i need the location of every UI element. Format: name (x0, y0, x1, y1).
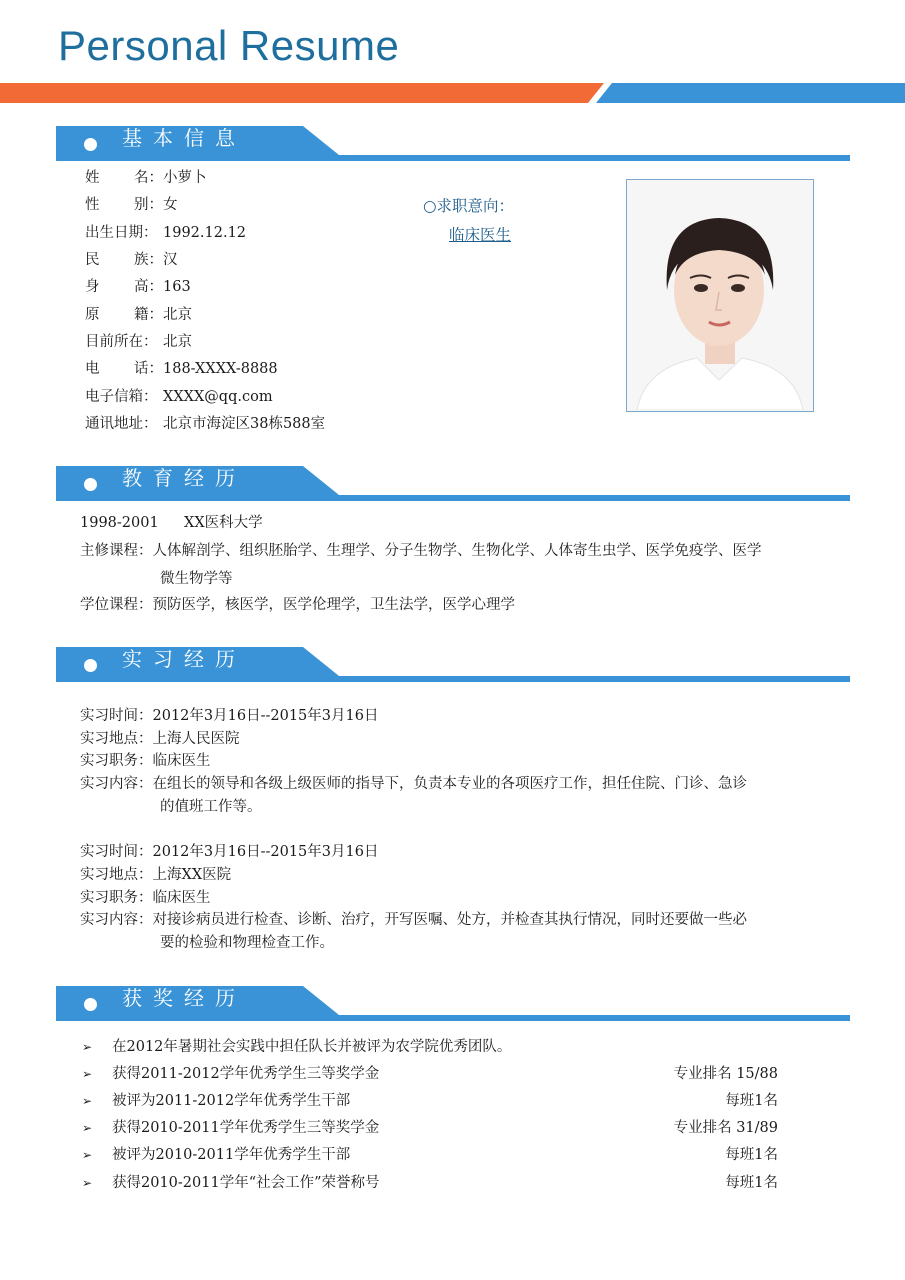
internship-time-value: 2012年3月16日--2015年3月16日 (152, 844, 379, 860)
internship-role (80, 751, 211, 771)
award-text: 获得2010-2011学年优秀学生三等奖学金 (112, 1120, 380, 1136)
award-text: 获得2010-2011学年“社会工作”荣誉称号 (112, 1175, 380, 1191)
internship-role-value: 临床医生 (152, 753, 211, 769)
arrow-bullet-icon: ➢ (82, 1040, 93, 1054)
internship-role-label: 实习职务： (80, 753, 153, 769)
education-period: 1998-2001 (80, 515, 159, 531)
internship-time-label: 实习时间： (80, 844, 153, 860)
section-bullet-icon (84, 998, 97, 1011)
degree-courses-label: 学位课程： (80, 597, 153, 613)
internship-place-label: 实习地点： (80, 867, 153, 883)
section-header-internship (56, 647, 850, 683)
basic-info-label (85, 168, 163, 188)
award-rank: 每班1名 (725, 1175, 778, 1191)
internship-content-label: 实习内容： (80, 912, 153, 928)
job-intent-value[interactable]: 临床医生 (449, 226, 512, 244)
basic-info-label: 通讯地址： (85, 416, 158, 432)
degree-courses (80, 595, 515, 615)
basic-info-value: 北京 (163, 334, 192, 350)
basic-info-label (85, 277, 163, 297)
basic-info-label-char: 性 (85, 197, 100, 213)
section-bullet-icon (84, 659, 97, 672)
basic-info-label-char: 话： (134, 361, 163, 377)
internship-content-continued: 的值班工作等。 (160, 799, 262, 815)
section-title-awards: 获奖经历 (122, 986, 246, 1010)
award-item (82, 1173, 778, 1193)
page-title: Personal Resume (58, 22, 400, 69)
section-header-awards (56, 986, 850, 1022)
basic-info-label (85, 359, 163, 379)
internship-role-label: 实习职务： (80, 890, 153, 906)
arrow-bullet-icon: ➢ (82, 1094, 93, 1108)
section-bullet-icon (84, 478, 97, 491)
internship-place-label: 实习地点： (80, 731, 153, 747)
basic-info-row (85, 195, 178, 215)
award-item (82, 1118, 778, 1138)
basic-info-label-char: 姓 (85, 170, 100, 186)
arrow-bullet-icon: ➢ (82, 1148, 93, 1162)
basic-info-label: 出生日期： (85, 225, 158, 241)
basic-info-row (85, 414, 325, 434)
basic-info-value: 女 (163, 197, 178, 213)
basic-info-value: 163 (163, 279, 191, 295)
internship-content (80, 774, 747, 794)
award-item (82, 1037, 778, 1057)
award-item (82, 1064, 778, 1084)
basic-info-label-char: 名： (134, 170, 163, 186)
basic-info-row (85, 223, 246, 243)
internship-time (80, 842, 378, 862)
basic-info-label-char: 身 (85, 279, 100, 295)
basic-info-label-char: 别： (134, 197, 163, 213)
award-rank: 专业排名 31/89 (673, 1120, 778, 1136)
internship-content-label: 实习内容： (80, 776, 153, 792)
internship-content-continued: 要的检验和物理检查工作。 (160, 935, 334, 951)
major-courses-continued: 微生物学等 (160, 571, 233, 587)
major-courses-value: 人体解剖学、组织胚胎学、生理学、分子生物学、生物化学、人体寄生虫学、医学免疫学、医学 (152, 543, 762, 559)
award-text: 被评为2011-2012学年优秀学生干部 (112, 1093, 351, 1109)
basic-info-row (85, 250, 178, 270)
internship-place-value: 上海XX医院 (152, 867, 232, 883)
award-text: 在2012年暑期社会实践中担任队长并被评为农学院优秀团队。 (112, 1039, 512, 1055)
internship-place-value: 上海人民医院 (152, 731, 240, 747)
basic-info-label-char: 籍： (134, 307, 163, 323)
basic-info-value: 小萝卜 (163, 170, 207, 186)
internship-content (80, 910, 747, 930)
basic-info-value: 北京 (163, 307, 192, 323)
basic-info-row (85, 387, 273, 407)
award-rank: 每班1名 (725, 1093, 778, 1109)
award-item (82, 1145, 778, 1165)
job-intent-label: ○求职意向： (423, 197, 515, 215)
major-courses (80, 541, 762, 561)
award-rank: 每班1名 (725, 1147, 778, 1163)
education-entry (80, 513, 263, 533)
basic-info-label (85, 195, 163, 215)
basic-info-value: 北京市海淀区38栋588室 (163, 416, 326, 432)
section-title-education: 教育经历 (122, 466, 246, 490)
education-school: XX医科大学 (184, 515, 263, 531)
basic-info-value: 汉 (163, 252, 178, 268)
section-bullet-icon (84, 138, 97, 151)
basic-info-row (85, 168, 207, 188)
basic-info-value: 1992.12.12 (163, 225, 247, 241)
basic-info-label-char: 民 (85, 252, 100, 268)
internship-time-label: 实习时间： (80, 708, 153, 724)
basic-info-row (85, 359, 278, 379)
basic-info-row (85, 277, 191, 297)
internship-role-value: 临床医生 (152, 890, 211, 906)
basic-info-value: XXXX@qq.com (163, 389, 273, 405)
internship-time (80, 706, 378, 726)
internship-content-value: 在组长的领导和各级上级医师的指导下，负责本专业的各项医疗工作，担任住院、门诊、急诊 (152, 776, 747, 792)
profile-photo (626, 179, 814, 412)
basic-info-label-char: 原 (85, 307, 100, 323)
section-header-basic (56, 126, 850, 162)
section-title-basic: 基本信息 (122, 126, 246, 150)
basic-info-label-char: 高： (134, 279, 163, 295)
basic-info-row (85, 332, 192, 352)
degree-courses-value: 预防医学，核医学，医学伦理学，卫生法学，医学心理学 (152, 597, 515, 613)
internship-place (80, 865, 231, 885)
basic-info-label (85, 305, 163, 325)
internship-content-value: 对接诊病员进行检查、诊断、治疗，开写医嘱、处方，并检查其执行情况，同时还要做一些必 (152, 912, 747, 928)
award-rank: 专业排名 15/88 (673, 1066, 778, 1082)
basic-info-value: 188-XXXX-8888 (163, 361, 278, 377)
arrow-bullet-icon: ➢ (82, 1067, 93, 1081)
basic-info-label: 电子信箱： (85, 389, 158, 405)
basic-info-row (85, 305, 192, 325)
award-text: 被评为2010-2011学年优秀学生干部 (112, 1147, 351, 1163)
basic-info-label (85, 250, 163, 270)
arrow-bullet-icon: ➢ (82, 1121, 93, 1135)
award-text: 获得2011-2012学年优秀学生三等奖学金 (112, 1066, 380, 1082)
basic-info-label-char: 族： (134, 252, 163, 268)
section-title-internship: 实习经历 (122, 647, 246, 671)
internship-place (80, 729, 240, 749)
basic-info-label: 目前所在： (85, 334, 158, 350)
basic-info-label-char: 电 (85, 361, 100, 377)
award-item (82, 1091, 778, 1111)
internship-role (80, 888, 211, 908)
internship-time-value: 2012年3月16日--2015年3月16日 (152, 708, 379, 724)
section-header-education (56, 466, 850, 502)
arrow-bullet-icon: ➢ (82, 1176, 93, 1190)
header-accent-bar (0, 83, 905, 103)
major-courses-label: 主修课程： (80, 543, 153, 559)
